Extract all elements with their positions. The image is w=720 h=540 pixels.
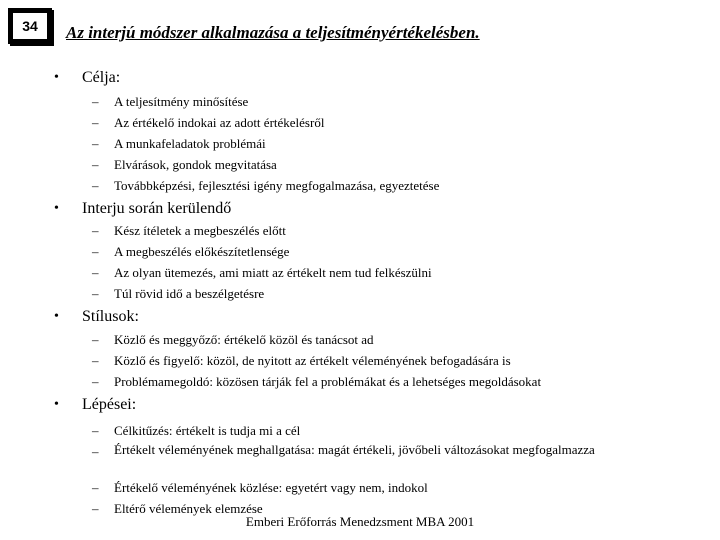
list-item: – Célkitűzés: értékelt is tudja mi a cél	[0, 420, 720, 440]
section-kerulendo	[0, 199, 720, 304]
slide-number-box	[8, 8, 52, 44]
dash-marker: –	[92, 423, 99, 438]
dash-marker: –	[92, 157, 99, 172]
list-item: – Továbbképzési, fejlesztési igény megfogalmazása, egyeztetése	[0, 175, 720, 196]
dash-marker: –	[92, 444, 99, 459]
section-celja	[0, 68, 720, 196]
list-item: – Kész ítéletek a megbeszélés előtt	[0, 220, 720, 241]
section-heading: Interju során kerülendő	[82, 200, 232, 217]
list-item: – Elvárások, gondok megvitatása	[0, 154, 720, 175]
dash-marker: –	[92, 265, 99, 280]
list-item: – Túl rövid idő a beszélgetésre	[0, 283, 720, 304]
dash-marker: –	[92, 244, 99, 259]
slide-number: 34	[22, 18, 38, 34]
list-item: – Közlő és figyelő: közöl, de nyitott az értékelt véleményének befogadására is	[0, 350, 720, 371]
dash-marker: –	[92, 94, 99, 109]
list-item: – A teljesítmény minősítése	[0, 91, 720, 112]
section-heading: Lépései:	[82, 396, 137, 413]
dash-marker: –	[92, 374, 99, 389]
list-item: – A munkafeladatok problémái	[0, 133, 720, 154]
dash-marker: –	[92, 353, 99, 368]
list-item: – Közlő és meggyőző: értékelő közöl és tanácsot ad	[0, 329, 720, 350]
dash-marker: –	[92, 332, 99, 347]
list-item: – Értékelő véleményének közlése: egyetért vagy nem, indokol	[0, 477, 720, 498]
bullet-marker: •	[54, 397, 59, 412]
dash-marker: –	[92, 501, 99, 516]
list-item: – Az olyan ütemezés, ami miatt az értékelt nem tud felkészülni	[0, 262, 720, 283]
dash-marker: –	[92, 286, 99, 301]
slide-title: Az interjú módszer alkalmazása a teljesítményértékelésben.	[66, 23, 480, 42]
list-item: – Eltérő vélemények elemzése	[0, 498, 720, 519]
bullet-marker: •	[54, 201, 59, 216]
section-stilusok	[0, 307, 720, 392]
section-heading: Stílusok:	[82, 308, 139, 325]
list-item: – Értékelt véleményének meghallgatása: magát értékeli, jövőbeli változásokat megfogalmazza	[0, 441, 720, 477]
section-heading: Célja:	[82, 69, 121, 86]
dash-marker: –	[92, 115, 99, 130]
dash-marker: –	[92, 178, 99, 193]
bullet-marker: •	[54, 70, 59, 85]
bullet-marker: •	[54, 309, 59, 324]
list-item: – Problémamegoldó: közösen tárják fel a problémákat és a lehetséges megoldásokat	[0, 371, 720, 392]
dash-marker: –	[92, 223, 99, 238]
list-item: – Az értékelő indokai az adott értékelésről	[0, 112, 720, 133]
dash-marker: –	[92, 480, 99, 495]
list-item: – A megbeszélés előkészítetlensége	[0, 241, 720, 262]
dash-marker: –	[92, 136, 99, 151]
section-lepesei	[0, 395, 720, 519]
footer: Emberi Erőforrás Menedzsment MBA 2001	[245, 514, 475, 529]
